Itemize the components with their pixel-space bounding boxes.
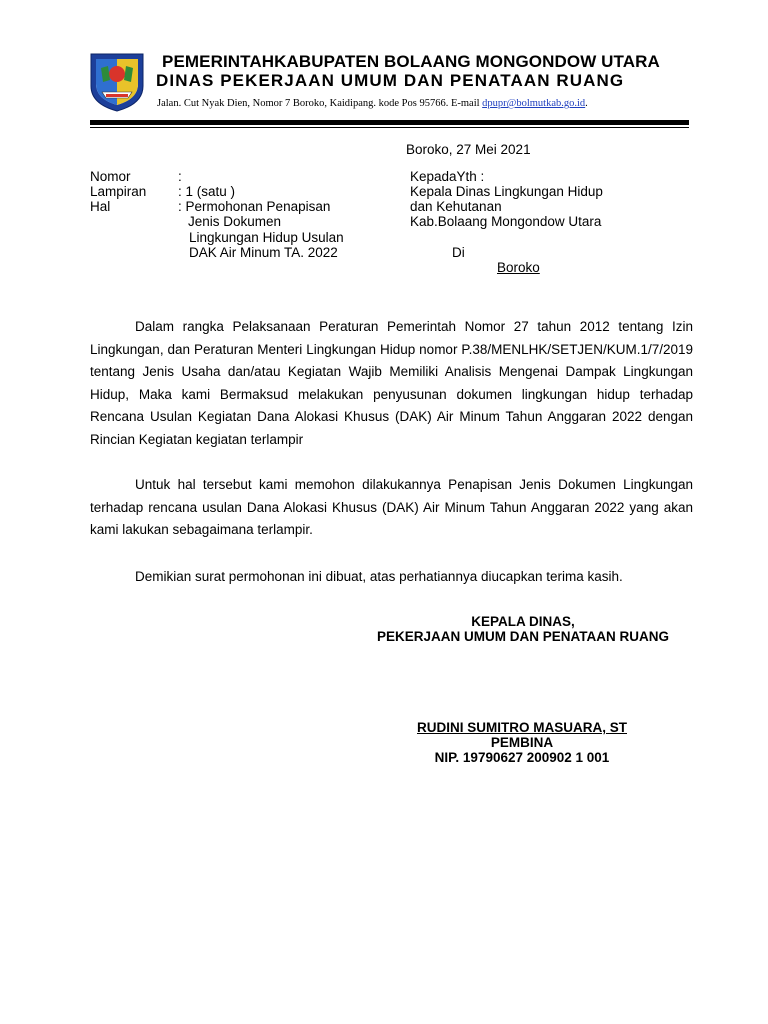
lampiran-label: Lampiran (90, 184, 147, 199)
regency-logo (88, 50, 146, 112)
address-end: . (585, 98, 588, 109)
place-date: Boroko, 27 Mei 2021 (406, 142, 531, 157)
header-rule-thick (90, 120, 689, 125)
recipient-line: KepadaYth : (410, 169, 485, 184)
hal-label: Hal (90, 199, 111, 214)
recipient-city: Boroko (497, 260, 540, 275)
hal-line: : Permohonan Penapisan (178, 199, 331, 214)
signatory-name: RUDINI SUMITRO MASUARA, ST (417, 720, 627, 735)
body-paragraph-1-text: Dalam rangka Pelaksanaan Peraturan Pemerintah Nomor 27 tahun 2012 tentang Izin Lingkungan, dan Peraturan Menteri Lingkungan Hidup nomor P.38/MENLHK/SETJEN/KUM.1/7/2019 tentang Jenis Usaha dan/atau Kegiatan Wajib Memiliki Analisis Mengenai Dampak Lingkungan Hidup, Maka kami Bermaksud melakukan penyusunan dokumen lingkungan hidup terhadap Rencana Usulan Kegiatan Dana Alokasi Khusus (DAK) Air Minum Tahun Anggaran 2022 dengan Rincian Kegiatan kegiatan terlampir (90, 319, 693, 447)
address-text: Jalan. Cut Nyak Dien, Nomor 7 Boroko, Kaidipang. kode Pos 95766. E-mail (157, 98, 483, 109)
signature-title-1: KEPALA DINAS, (471, 614, 575, 629)
letterhead-government: PEMERINTAHKABUPATEN BOLAANG MONGONDOW UTARA (162, 52, 660, 71)
signatory-rank: PEMBINA (490, 735, 554, 750)
body-paragraph-3 (90, 566, 693, 589)
hal-line: Lingkungan Hidup Usulan (189, 230, 344, 245)
recipient-di: Di (452, 245, 465, 260)
hal-line: Jenis Dokumen (188, 214, 282, 229)
hal-line: DAK Air Minum TA. 2022 (189, 245, 338, 260)
nomor-label: Nomor (90, 169, 131, 184)
nomor-value: : (178, 169, 182, 184)
body-paragraph-2 (90, 474, 693, 542)
body-paragraph-3-text: Demikian surat permohonan ini dibuat, atas perhatiannya diucapkan terima kasih. (135, 569, 623, 584)
body-paragraph-1 (90, 316, 693, 451)
lampiran-value: : 1 (satu ) (178, 184, 236, 199)
signatory-nip: NIP. 19790627 200902 1 001 (434, 750, 610, 765)
recipient-line: dan Kehutanan (410, 199, 502, 214)
email-link[interactable]: dpupr@bolmutkab.go.id (482, 98, 586, 109)
recipient-line: Kepala Dinas Lingkungan Hidup (410, 184, 603, 199)
signature-title-2: PEKERJAAN UMUM DAN PENATAAN RUANG (376, 629, 669, 644)
header-rule-thin (90, 127, 689, 128)
recipient-line: Kab.Bolaang Mongondow Utara (410, 214, 602, 229)
letterhead-agency: DINAS PEKERJAAN UMUM DAN PENATAAN RUANG (156, 71, 625, 90)
body-paragraph-2-text: Untuk hal tersebut kami memohon dilakukannya Penapisan Jenis Dokumen Lingkungan terhadap rencana usulan Dana Alokasi Khusus (DAK) Air Minum Tahun Anggaran 2022 yang akan kami lakukan sebagaimana terlampir. (90, 477, 693, 537)
letterhead-address (157, 98, 588, 109)
